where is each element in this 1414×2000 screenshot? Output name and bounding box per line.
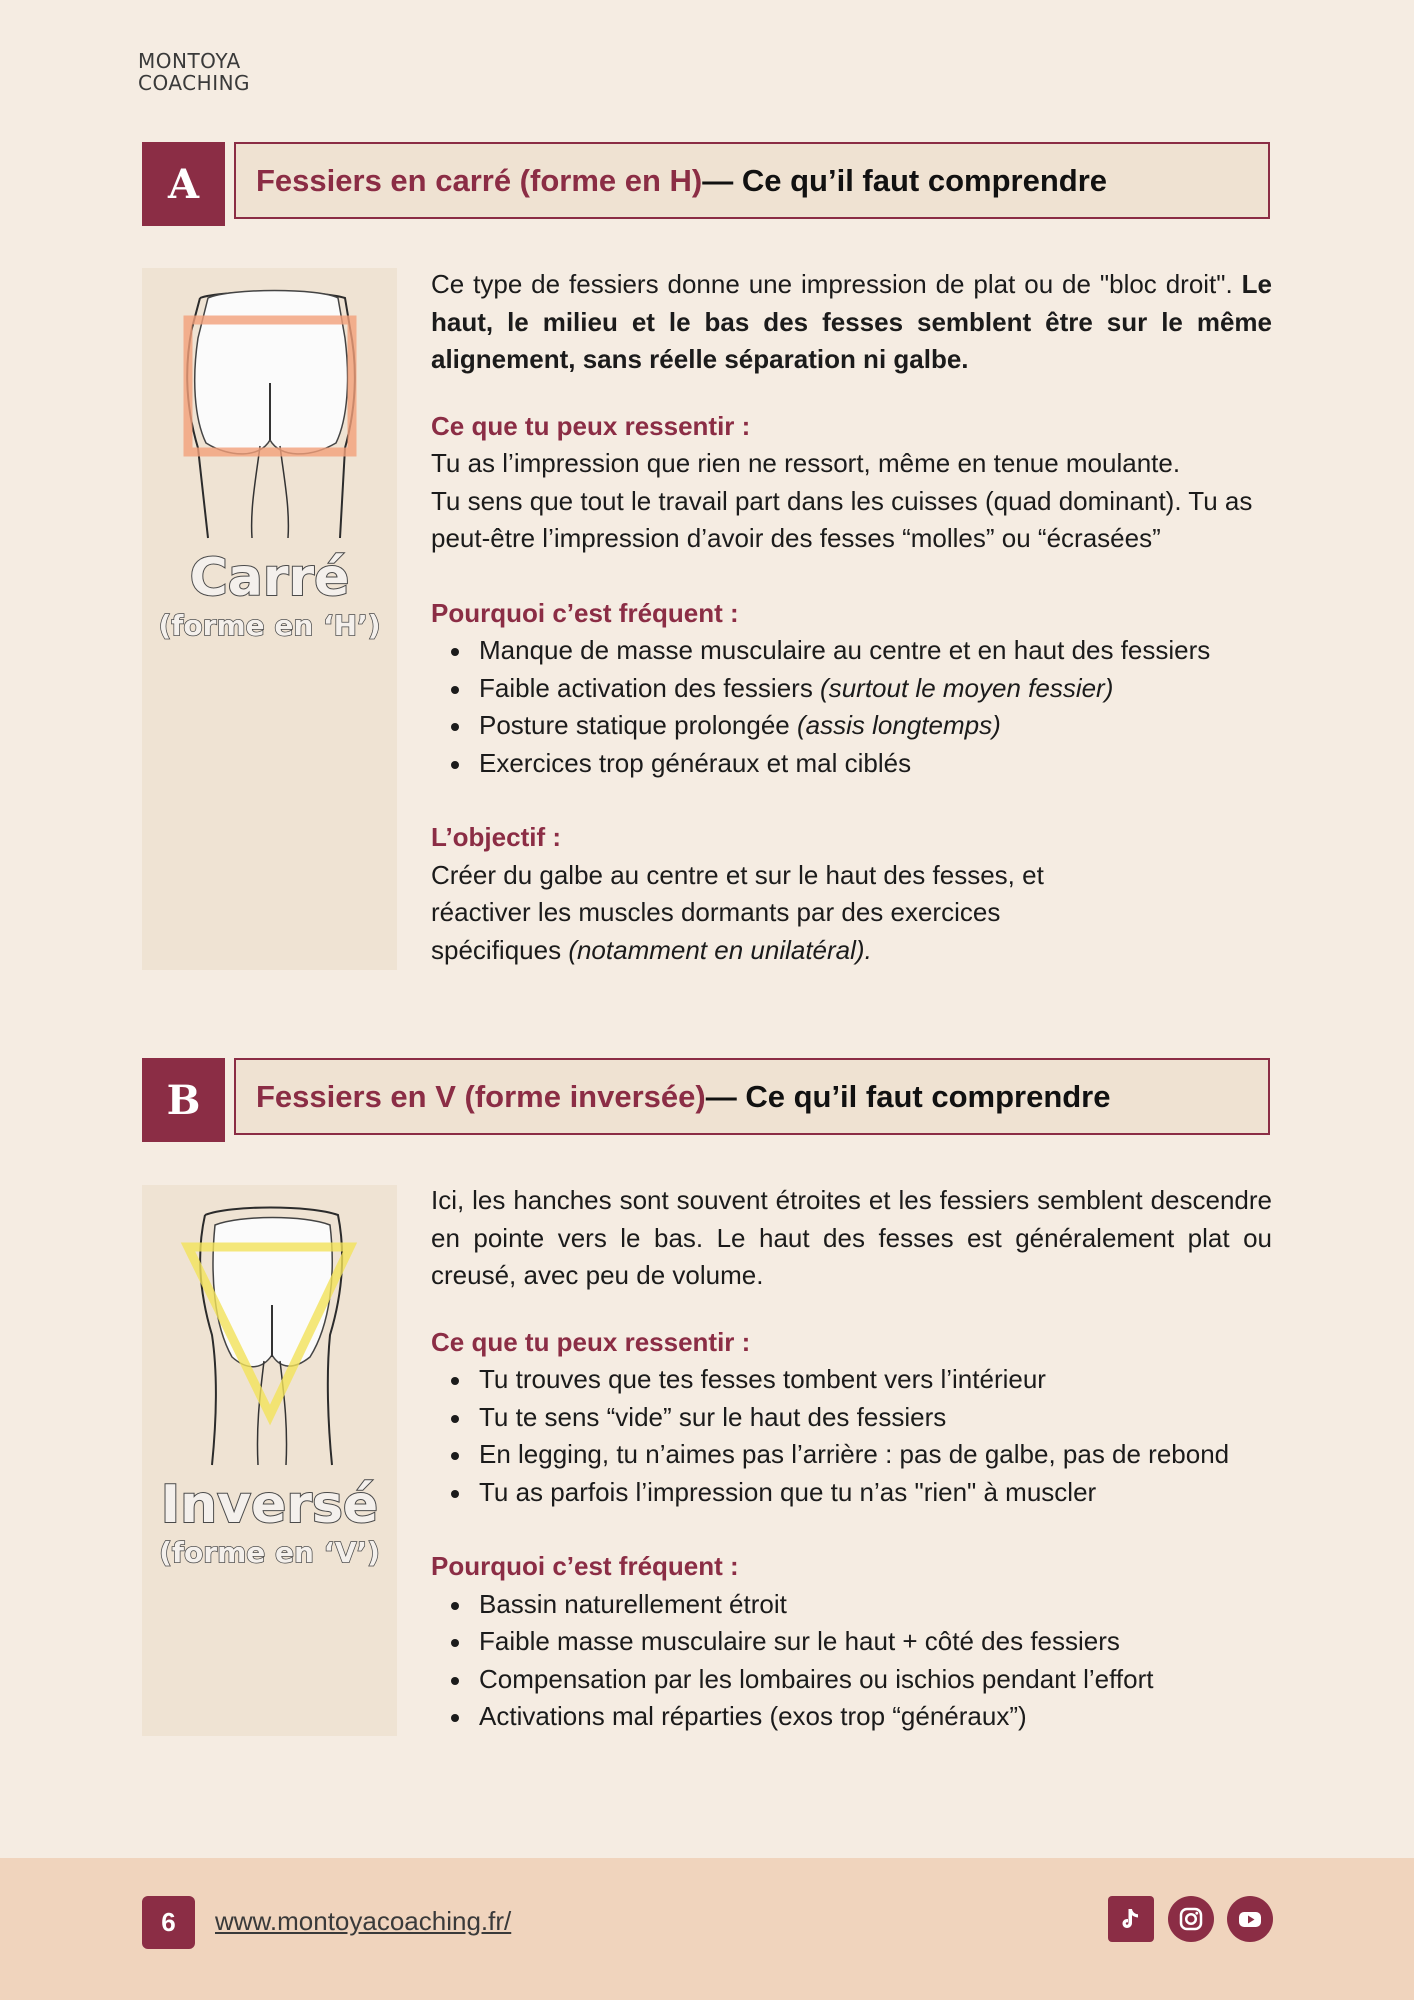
- feel-list: [431, 1361, 1272, 1511]
- page-footer: [0, 1858, 1414, 2000]
- list-item: Manque de masse musculaire au centre et en haut des fessiers: [431, 632, 1272, 670]
- list-item: Compensation par les lombaires ou ischios pendant l’effort: [431, 1661, 1272, 1699]
- section-a-image-panel: [142, 268, 397, 970]
- list-item: Exercices trop généraux et mal ciblés: [431, 745, 1272, 783]
- intro-text: Ici, les hanches sont souvent étroites et les fessiers semblent descendre en pointe vers le bas. Le haut des fesses est généralement plat ou creusé, avec peu de volume.: [431, 1185, 1272, 1290]
- list-item: Tu as parfois l’impression que tu n’as "rien" à muscler: [431, 1474, 1272, 1512]
- section-title: [234, 142, 1270, 219]
- section-b-text: [431, 1182, 1272, 1736]
- section-a-header: [142, 142, 1272, 226]
- shape-label: Carré: [189, 548, 350, 608]
- list-item: Bassin naturellement étroit: [431, 1586, 1272, 1624]
- section-b-header: [142, 1058, 1272, 1142]
- why-list: [431, 1586, 1272, 1736]
- section-title-rest: — Ce qu’il faut comprendre: [702, 162, 1108, 198]
- feel-heading: Ce que tu peux ressentir :: [431, 1326, 751, 1357]
- list-item: Faible masse musculaire sur le haut + côté des fessiers: [431, 1623, 1272, 1661]
- square-glutes-illustration: [160, 268, 380, 548]
- section-title-accent: Fessiers en carré (forme en H): [256, 162, 703, 198]
- why-heading: Pourquoi c’est fréquent :: [431, 597, 739, 628]
- list-item: Posture statique prolongée (assis longtemps): [431, 707, 1272, 745]
- section-title-rest: — Ce qu’il faut comprendre: [705, 1078, 1111, 1114]
- why-list: [431, 632, 1272, 782]
- intro-text: Ce type de fessiers donne une impression de plat ou de "bloc droit".: [431, 269, 1233, 299]
- section-letter: B: [142, 1058, 225, 1142]
- list-item: Tu te sens “vide” sur le haut des fessiers: [431, 1399, 1272, 1437]
- brand-logo: [138, 50, 250, 94]
- shape-sublabel: (forme en ‘H’): [158, 609, 381, 642]
- list-item: En legging, tu n’aimes pas l’arrière : pas de galbe, pas de rebond: [431, 1436, 1272, 1474]
- section-a-text: [431, 266, 1272, 969]
- instagram-icon[interactable]: [1168, 1896, 1214, 1942]
- section-letter: A: [142, 142, 225, 226]
- section-b-image-panel: [142, 1185, 397, 1736]
- why-heading: Pourquoi c’est fréquent :: [431, 1551, 739, 1581]
- youtube-icon[interactable]: [1227, 1896, 1273, 1942]
- shape-label: Inversé: [160, 1475, 379, 1535]
- inverted-v-glutes-illustration: [160, 1185, 380, 1475]
- list-item: Tu trouves que tes fesses tombent vers l’intérieur: [431, 1361, 1272, 1399]
- goal-line: Créer du galbe au centre et sur le haut des fesses, et: [431, 859, 1044, 890]
- feel-line: Tu sens que tout le travail part dans les cuisses (quad dominant). Tu as peut-être l’impression d’avoir des fesses “molles” ou “écrasées”: [431, 485, 1253, 553]
- section-title: [234, 1058, 1270, 1135]
- intro-bold-text: Le haut, le milieu et le bas des fesses semblent être sur le même alignement, sans réelle séparation ni galbe.: [431, 269, 1272, 374]
- logo-line-1: MONTOYA: [138, 49, 241, 73]
- website-link[interactable]: www.montoyacoaching.fr/: [215, 1906, 512, 1936]
- feel-heading: Ce que tu peux ressentir :: [431, 410, 751, 441]
- page-number: 6: [142, 1896, 195, 1949]
- list-item: Faible activation des fessiers (surtout le moyen fessier): [431, 670, 1272, 708]
- goal-heading: L’objectif :: [431, 822, 561, 852]
- feel-line: Tu as l’impression que rien ne ressort, même en tenue moulante.: [431, 448, 1181, 478]
- section-title-accent: Fessiers en V (forme inversée): [256, 1078, 706, 1114]
- list-item: Activations mal réparties (exos trop “généraux”): [431, 1698, 1272, 1736]
- tiktok-icon[interactable]: [1108, 1896, 1154, 1942]
- shape-sublabel: (forme en ‘V’): [159, 1536, 380, 1569]
- logo-line-2: COACHING: [138, 71, 251, 95]
- goal-line: spécifiques (notamment en unilatéral).: [431, 934, 872, 965]
- goal-line: réactiver les muscles dormants par des exercices: [431, 897, 1001, 927]
